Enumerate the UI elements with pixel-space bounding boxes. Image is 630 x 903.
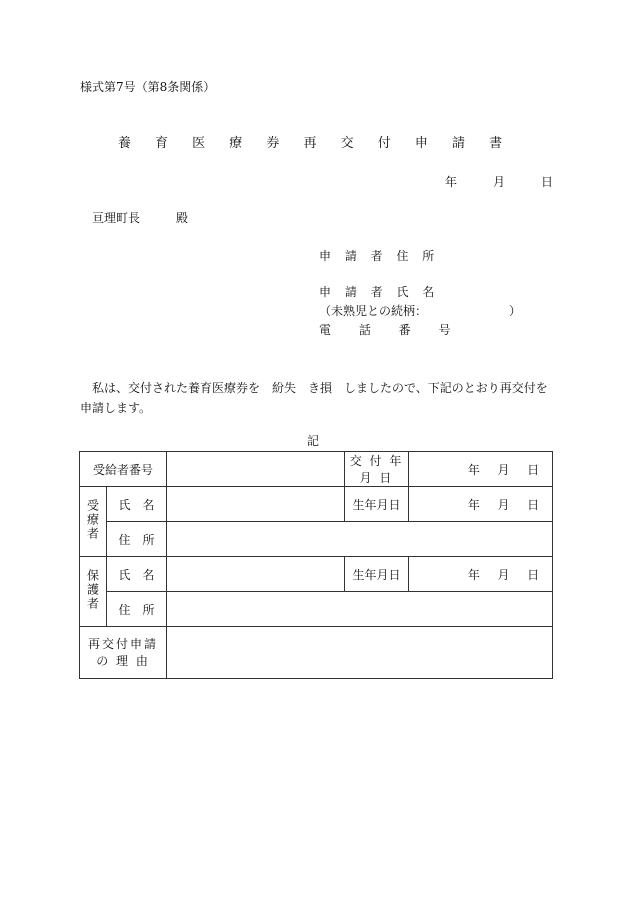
guardian-birthdate-label: 生年月日 [345,557,409,592]
month-label: 月 [497,567,510,582]
table-row [80,522,553,557]
document-title: 養 育 医 療 券 再 交 付 申 請 書 [117,136,513,151]
issue-date-value[interactable] [409,452,553,487]
guardian-address-value[interactable] [167,592,553,627]
declaration-text: 私は、交付された養育医療券を 紛失 き損 しましたので、下記のとおり再交付を申請します。 [80,381,548,415]
year-label: 年 [467,567,480,582]
recipient-name-value[interactable] [167,487,345,522]
recipient-name-label: 氏 名 [107,487,167,522]
applicant-address-label: 申 請 者 住 所 [319,249,440,263]
recipient-number-value[interactable] [167,452,345,487]
addressee-name: 亘理町長 [92,211,141,225]
day-label: 日 [527,497,540,512]
recipient-group-label: 受療者 [80,487,107,557]
recipient-birthdate-value[interactable] [409,487,553,522]
year-label: 年 [467,497,480,512]
reason-label [80,627,167,679]
month-label: 月 [497,462,510,477]
recipient-birthdate-label: 生年月日 [345,487,409,522]
table-row [80,487,553,522]
year-label: 年 [467,462,480,477]
recipient-address-label: 住 所 [107,522,167,557]
ki-heading: 記 [307,434,320,448]
form-number: 様式第7号（第8条関係） [80,80,216,94]
guardian-address-label: 住 所 [107,592,167,627]
applicant-name-label: 申 請 者 氏 名 [319,285,440,299]
guardian-name-label: 氏 名 [107,557,167,592]
month-label: 月 [497,497,510,512]
day-label: 日 [527,462,540,477]
day-label: 日 [527,567,540,582]
applicant-relation-close: ） [509,304,522,318]
table-row [80,592,553,627]
issue-date-label: 交 付 年 月 日 [345,452,409,487]
recipient-address-value[interactable] [167,522,553,557]
date-line [445,175,553,189]
date-year: 年 [445,175,458,189]
application-table [79,451,553,679]
applicant-relation-label: （未熟児との続柄： [319,304,428,318]
recipient-number-label: 受給者番号 [80,452,167,487]
date-day: 日 [541,175,554,189]
table-row [80,627,553,679]
reason-label-line1: 再交付申請 [88,636,159,651]
reason-value[interactable] [167,627,553,679]
addressee-honorific: 殿 [176,211,189,225]
addressee [92,211,188,225]
applicant-phone-label: 電 話 番 号 [319,323,463,337]
reason-label-line2: の 理 由 [96,653,150,668]
date-month: 月 [493,175,506,189]
guardian-name-value[interactable] [167,557,345,592]
table-row [80,557,553,592]
table-row [80,452,553,487]
guardian-group-label: 保護者 [80,557,107,627]
guardian-birthdate-value[interactable] [409,557,553,592]
